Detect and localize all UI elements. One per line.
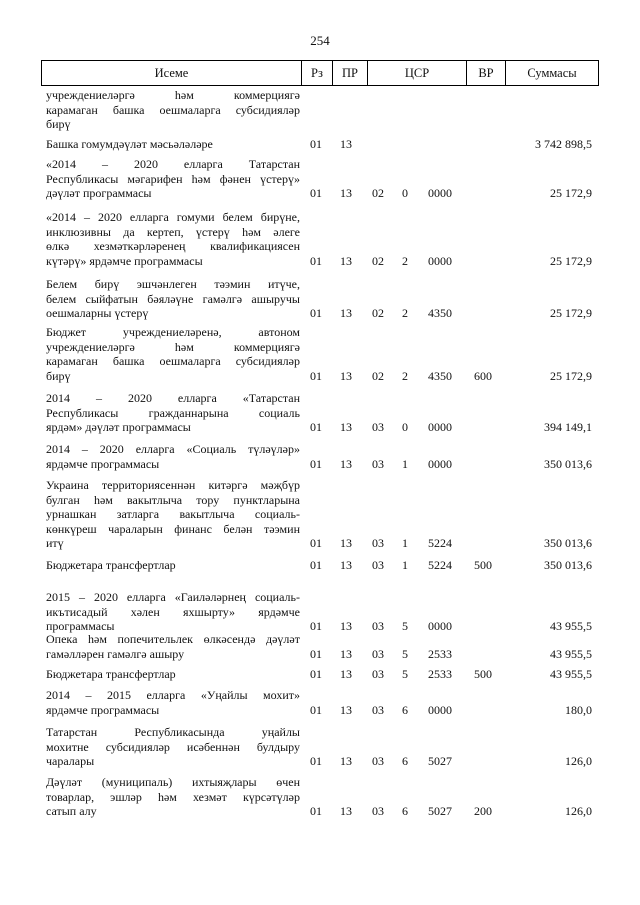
cell-rz: 01	[310, 456, 322, 471]
cell-csr-subprogram: 1	[402, 456, 408, 471]
cell-rz: 01	[310, 536, 322, 551]
table-header	[41, 60, 599, 86]
row-name	[46, 558, 300, 573]
cell-csr-program: 02	[372, 186, 384, 201]
cell-csr-subprogram: 0	[402, 420, 408, 435]
cell-csr-subprogram: 6	[402, 804, 408, 819]
row-name-line: учреждениеләргә һәм коммерциягә	[46, 339, 300, 354]
cell-rz: 01	[310, 368, 322, 383]
row-name-line: итү	[46, 536, 64, 551]
row-name-line: дәүләт программасы	[46, 186, 152, 201]
cell-pr: 13	[340, 702, 352, 717]
cell-sum: 126,0	[565, 754, 592, 769]
row-name-line: Татарстан Республикасында уңайлы	[46, 725, 300, 739]
row-name-line: 2015 – 2020 елларга «Гаиләләрнең социаль-	[46, 590, 300, 604]
row-name	[46, 725, 300, 769]
row-name-line: мохитне субсидияләр исәбеннән булдыру	[46, 739, 300, 754]
cell-csr-item: 0000	[428, 186, 452, 201]
row-name-line: инклюзивны да кертеп, үстерү һәм әлеге	[46, 224, 300, 239]
cell-sum: 25 172,9	[550, 253, 592, 268]
header-csr: ЦСР	[404, 66, 430, 80]
cell-rz: 01	[310, 646, 322, 661]
cell-csr-item: 2533	[428, 667, 452, 681]
row-name	[46, 157, 300, 201]
cell-csr-subprogram: 5	[402, 667, 408, 681]
header-pr: ПР	[342, 66, 358, 80]
row-name	[46, 442, 300, 471]
cell-csr-subprogram: 2	[402, 368, 408, 383]
cell-sum: 43 955,5	[550, 667, 592, 681]
row-name-line: булган һәм вакытлыча тору пунктларына	[46, 492, 300, 507]
row-name	[46, 590, 300, 634]
cell-csr-program: 02	[372, 368, 384, 383]
page-number: 254	[310, 33, 330, 48]
row-name	[46, 667, 300, 682]
row-name-line: карамаган башка оешмаларга субсидияләр	[46, 102, 300, 117]
cell-pr: 13	[340, 667, 352, 681]
row-name-line: ярдәмче программасы	[46, 456, 160, 471]
cell-rz: 01	[310, 667, 322, 681]
cell-sum: 25 172,9	[550, 368, 592, 383]
row-name-line: белем сыйфатын бәяләүне гамәлгә ашыручы	[46, 291, 300, 306]
row-name-line: Башка гомумдәүләт мәсьәләләре	[46, 137, 213, 151]
row-name-line: 2014 – 2020 елларга «Социаль түләүләр»	[46, 442, 300, 456]
cell-pr: 13	[340, 253, 352, 268]
cell-sum: 25 172,9	[550, 186, 592, 201]
row-name-line: Бюджет учреждениеләренә, автоном	[46, 325, 300, 339]
row-name-line: ярдәм» дәүләт программасы	[46, 420, 191, 435]
row-name	[46, 391, 300, 435]
cell-vr: 500	[474, 667, 492, 681]
header-sum: Суммасы	[527, 66, 577, 80]
row-name-line: 2014 – 2020 елларга «Татарстан	[46, 391, 300, 405]
cell-csr-program: 03	[372, 558, 384, 572]
row-name	[46, 325, 300, 383]
cell-rz: 01	[310, 804, 322, 819]
cell-csr-subprogram: 6	[402, 754, 408, 769]
row-name-line: сатып алу	[46, 804, 97, 819]
row-name-line: көнкүреш чараларын финанс белән тәэмин	[46, 521, 300, 536]
cell-csr-subprogram: 1	[402, 558, 408, 572]
row-name	[46, 688, 300, 717]
cell-pr: 13	[340, 456, 352, 471]
row-name	[46, 478, 300, 551]
cell-csr-item: 0000	[428, 619, 452, 634]
cell-rz: 01	[310, 702, 322, 717]
row-name-line: чаралары	[46, 754, 95, 769]
cell-csr-item: 5027	[428, 754, 452, 769]
cell-vr: 600	[474, 368, 492, 383]
row-name-line: «2014 – 2020 елларга гомуми белем бирүне,	[46, 210, 300, 224]
cell-csr-item: 2533	[428, 646, 452, 661]
cell-sum: 126,0	[565, 804, 592, 819]
cell-sum: 43 955,5	[550, 619, 592, 634]
cell-pr: 13	[340, 558, 352, 572]
cell-csr-program: 03	[372, 646, 384, 661]
row-name-line: өлкә хезмәткәрләренең квалификациясен	[46, 239, 300, 254]
cell-csr-program: 03	[372, 754, 384, 769]
row-name	[46, 277, 300, 321]
row-name-line: Дәүләт (муниципаль) ихтыяҗлары өчен	[46, 775, 300, 789]
cell-pr: 13	[340, 804, 352, 819]
row-name-line: Республикасы мәгарифен һәм фәнен үстерү»	[46, 171, 300, 186]
row-name-line: «2014 – 2020 елларга Татарстан	[46, 157, 300, 171]
cell-rz: 01	[310, 420, 322, 435]
cell-sum: 394 149,1	[544, 420, 592, 435]
cell-pr: 13	[340, 306, 352, 321]
cell-pr: 13	[340, 536, 352, 551]
cell-rz: 01	[310, 558, 322, 572]
row-name-line: Опека һәм попечительлек өлкәсендә дәүләт	[46, 632, 300, 646]
cell-sum: 350 013,6	[544, 456, 592, 471]
cell-csr-program: 02	[372, 253, 384, 268]
row-name-line: ярдәмче программасы	[46, 702, 160, 717]
cell-rz: 01	[310, 137, 322, 151]
cell-csr-program: 03	[372, 667, 384, 681]
cell-sum: 350 013,6	[544, 536, 592, 551]
cell-rz: 01	[310, 754, 322, 769]
cell-sum: 43 955,5	[550, 646, 592, 661]
row-name-line: Республикасы гражданнарына социаль	[46, 405, 300, 420]
row-name-line: учреждениеләргә һәм коммерциягә	[46, 88, 300, 102]
cell-rz: 01	[310, 306, 322, 321]
cell-csr-item: 5224	[428, 536, 452, 551]
row-name-line: карамаган башка оешмаларга субсидияләр	[46, 354, 300, 369]
cell-csr-item: 0000	[428, 253, 452, 268]
cell-csr-subprogram: 0	[402, 186, 408, 201]
cell-csr-item: 4350	[428, 368, 452, 383]
cell-sum: 3 742 898,5	[535, 137, 592, 151]
row-name	[46, 137, 300, 152]
cell-csr-subprogram: 6	[402, 702, 408, 717]
row-name-line: 2014 – 2015 елларга «Уңайлы мохит»	[46, 688, 300, 702]
header-rz: Рз	[311, 66, 323, 80]
header-name: Исеме	[154, 66, 189, 80]
row-name	[46, 632, 300, 661]
cell-csr-item: 0000	[428, 420, 452, 435]
cell-pr: 13	[340, 186, 352, 201]
cell-pr: 13	[340, 646, 352, 661]
cell-csr-item: 5027	[428, 804, 452, 819]
cell-pr: 13	[340, 368, 352, 383]
cell-sum: 350 013,6	[544, 558, 592, 572]
cell-csr-subprogram: 1	[402, 536, 408, 551]
cell-vr: 200	[474, 804, 492, 819]
header-vr: ВР	[478, 66, 494, 80]
cell-csr-program: 03	[372, 702, 384, 717]
cell-csr-item: 5224	[428, 558, 452, 572]
cell-csr-item: 0000	[428, 456, 452, 471]
cell-csr-program: 03	[372, 804, 384, 819]
row-name-line: икътисадый хәлен яхшырту» ярдәмче	[46, 604, 300, 619]
row-name-line: бирү	[46, 368, 71, 383]
cell-pr: 13	[340, 137, 352, 151]
cell-csr-subprogram: 5	[402, 646, 408, 661]
cell-csr-program: 03	[372, 420, 384, 435]
row-name-line: программасы	[46, 619, 115, 634]
row-name-line: урнашкан затларга вакытлыча социаль-	[46, 507, 300, 522]
row-name-line: оешмаларны үстерү	[46, 306, 149, 321]
row-name-line: бирү	[46, 117, 71, 132]
row-name-line: гамәлләрен гамәлгә ашыру	[46, 646, 185, 661]
cell-pr: 13	[340, 754, 352, 769]
cell-csr-program: 03	[372, 456, 384, 471]
row-name-line: Белем бирү эшчәнлеген тәэмин итүче,	[46, 277, 300, 291]
row-name	[46, 210, 300, 268]
cell-pr: 13	[340, 619, 352, 634]
row-name-line: Бюджетара трансфертлар	[46, 667, 176, 681]
cell-csr-subprogram: 5	[402, 619, 408, 634]
cell-rz: 01	[310, 186, 322, 201]
row-name-line: Украина территориясеннән китәргә мәҗбүр	[46, 478, 300, 492]
cell-sum: 180,0	[565, 702, 592, 717]
cell-csr-subprogram: 2	[402, 253, 408, 268]
row-name-line: товарлар, эшләр һәм хезмәт күрсәтүләр	[46, 789, 300, 804]
row-name-line: күтәрү» ярдәмче программасы	[46, 253, 203, 268]
cell-rz: 01	[310, 253, 322, 268]
cell-csr-program: 03	[372, 619, 384, 634]
cell-vr: 500	[474, 558, 492, 572]
cell-csr-subprogram: 2	[402, 306, 408, 321]
cell-csr-program: 02	[372, 306, 384, 321]
row-name-line: Бюджетара трансфертлар	[46, 558, 176, 572]
cell-sum: 25 172,9	[550, 306, 592, 321]
cell-pr: 13	[340, 420, 352, 435]
cell-csr-item: 4350	[428, 306, 452, 321]
cell-csr-program: 03	[372, 536, 384, 551]
cell-rz: 01	[310, 619, 322, 634]
row-name	[46, 775, 300, 819]
cell-csr-item: 0000	[428, 702, 452, 717]
row-name	[46, 88, 300, 132]
